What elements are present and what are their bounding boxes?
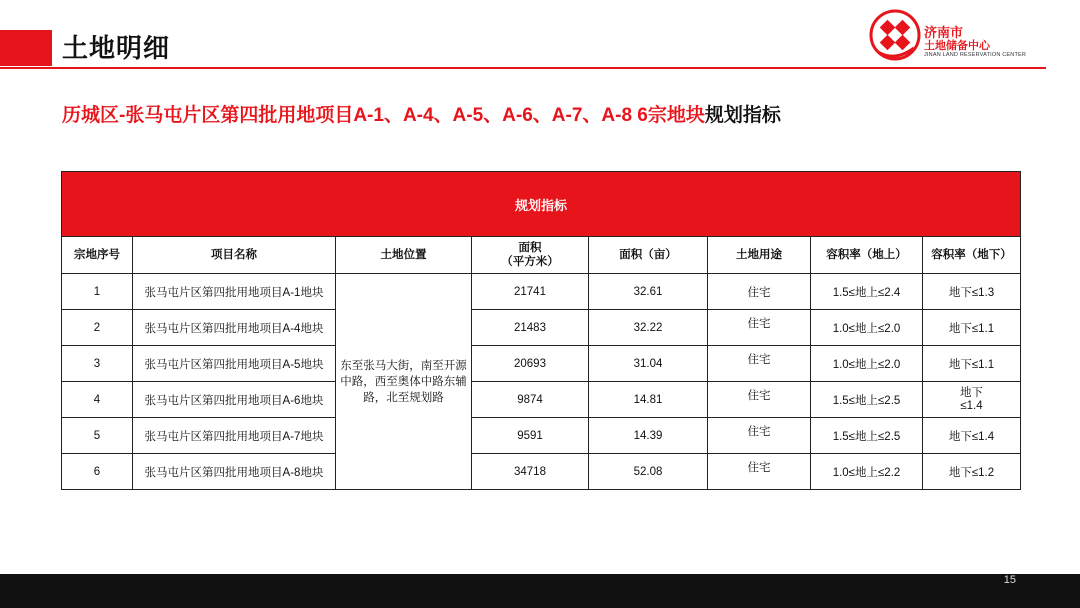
cell-far-below: 地下≤1.4 xyxy=(923,418,1021,454)
cell-area-mu: 32.61 xyxy=(589,274,708,310)
cell-use xyxy=(708,454,811,490)
cell-name: 张马屯片区第四批用地项目A-5地块 xyxy=(133,346,336,382)
cell-name: 张马屯片区第四批用地项目A-1地块 xyxy=(133,274,336,310)
cell-no: 3 xyxy=(62,346,133,382)
table-row xyxy=(62,454,1021,490)
cell-use xyxy=(708,418,811,454)
cell-name: 张马屯片区第四批用地项目A-7地块 xyxy=(133,418,336,454)
cell-far-above: 1.0≤地上≤2.0 xyxy=(811,310,923,346)
header-accent-bar xyxy=(0,30,52,66)
cell-area-mu: 32.22 xyxy=(589,310,708,346)
cell-no: 4 xyxy=(62,382,133,418)
table-banner: 规划指标 xyxy=(62,172,1021,237)
subtitle-project: 历城区-张马屯片区第四批用地项目A-1、A-4、A-5、A-6、A-7、A-8 6宗地块 xyxy=(62,105,705,126)
page-number: 15 xyxy=(1003,574,1016,586)
cell-name: 张马屯片区第四批用地项目A-6地块 xyxy=(133,382,336,418)
table-header-row xyxy=(62,237,1021,274)
cell-area-m2: 20693 xyxy=(472,346,589,382)
cell-name: 张马屯片区第四批用地项目A-8地块 xyxy=(133,454,336,490)
section-subtitle xyxy=(62,100,781,127)
cell-use-text: 住宅 xyxy=(747,317,771,330)
header-divider xyxy=(0,67,1046,69)
cell-area-m2: 34718 xyxy=(472,454,589,490)
cell-use xyxy=(708,310,811,346)
logo-text-city: 济南市 xyxy=(924,25,964,40)
cell-use-text: 住宅 xyxy=(747,353,771,366)
col-header-no: 宗地序号 xyxy=(62,237,133,274)
cell-area-mu: 52.08 xyxy=(589,454,708,490)
logo-mark-icon xyxy=(868,8,922,62)
cell-far-below: 地下≤1.1 xyxy=(923,346,1021,382)
table-row xyxy=(62,418,1021,454)
cell-far-above: 1.0≤地上≤2.2 xyxy=(811,454,923,490)
cell-far-above: 1.0≤地上≤2.0 xyxy=(811,346,923,382)
cell-use-text: 住宅 xyxy=(747,461,771,474)
cell-far-above: 1.5≤地上≤2.5 xyxy=(811,418,923,454)
cell-area-m2: 21741 xyxy=(472,274,589,310)
cell-location: 东至张马大街，南至开源中路，西至奥体中路东辅路，北至规划路 xyxy=(336,274,472,490)
footer-bar xyxy=(0,574,1080,608)
cell-name: 张马屯片区第四批用地项目A-4地块 xyxy=(133,310,336,346)
col-header-far-above: 容积率（地上） xyxy=(811,237,923,274)
cell-no: 2 xyxy=(62,310,133,346)
cell-no: 5 xyxy=(62,418,133,454)
col-header-name: 项目名称 xyxy=(133,237,336,274)
cell-use-text: 住宅 xyxy=(747,425,771,438)
cell-use xyxy=(708,346,811,382)
table-row xyxy=(62,310,1021,346)
cell-area-mu: 14.39 xyxy=(589,418,708,454)
col-header-area-m2: 面积 （平方米） xyxy=(472,237,589,274)
cell-area-mu: 14.81 xyxy=(589,382,708,418)
table-row xyxy=(62,346,1021,382)
cell-far-below: 地下≤1.1 xyxy=(923,310,1021,346)
cell-area-m2: 9591 xyxy=(472,418,589,454)
table-row xyxy=(62,274,1021,310)
subtitle-suffix: 规划指标 xyxy=(704,105,781,126)
logo-text-en: JINAN LAND RESERVATION CENTER xyxy=(924,52,1027,58)
cell-far-below: 地下 ≤1.4 xyxy=(923,382,1021,418)
cell-use xyxy=(708,382,811,418)
planning-indicators-table xyxy=(61,171,1021,490)
col-header-use: 土地用途 xyxy=(708,237,811,274)
table-row xyxy=(62,382,1021,418)
cell-area-m2: 9874 xyxy=(472,382,589,418)
cell-no: 6 xyxy=(62,454,133,490)
cell-far-above: 1.5≤地上≤2.4 xyxy=(811,274,923,310)
cell-use-text: 住宅 xyxy=(747,389,771,402)
cell-far-above: 1.5≤地上≤2.5 xyxy=(811,382,923,418)
page-title: 土地明细 xyxy=(62,33,171,63)
cell-use: 住宅 xyxy=(708,274,811,310)
cell-no: 1 xyxy=(62,274,133,310)
col-header-location: 土地位置 xyxy=(336,237,472,274)
cell-area-mu: 31.04 xyxy=(589,346,708,382)
cell-far-below: 地下≤1.2 xyxy=(923,454,1021,490)
cell-far-below: 地下≤1.3 xyxy=(923,274,1021,310)
col-header-area-mu: 面积（亩） xyxy=(589,237,708,274)
col-header-far-below: 容积率（地下） xyxy=(923,237,1021,274)
logo-text-org: 土地储备中心 xyxy=(924,40,990,52)
cell-area-m2: 21483 xyxy=(472,310,589,346)
logo xyxy=(868,8,1048,64)
table-banner-row xyxy=(62,172,1021,237)
